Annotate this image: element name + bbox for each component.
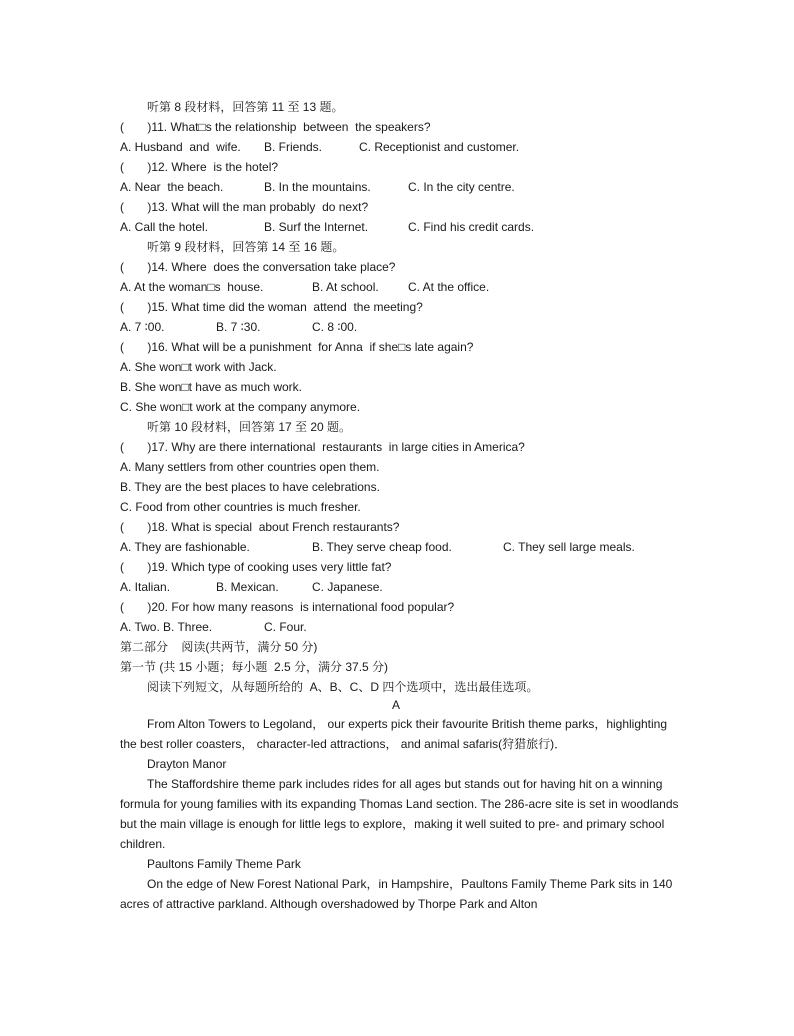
question-14-option-c: C. At the office. [408, 280, 490, 294]
passage-label: A [392, 698, 401, 712]
question-12-option-b: B. In the mountains. [264, 180, 371, 194]
question-16-option-c: C. She won□t work at the company anymore. [120, 400, 361, 414]
question-13-option-b: B. Surf the Internet. [264, 220, 369, 234]
question-14-option-b: B. At school. [312, 280, 379, 294]
question-11-option-c: C. Receptionist and customer. [359, 140, 520, 154]
question-15-option-a: A. 7 ∶00. [120, 320, 165, 334]
question-13-option-a: A. Call the hotel. [120, 220, 209, 234]
question-13-option-c: C. Find his credit cards. [408, 220, 535, 234]
question-18-option-a: A. They are fashionable. [120, 540, 250, 554]
paragraph-paultons: On the edge of New Forest National Park，in Hampshire，Paultons Family Theme Park sits in 140 acres of attractive parkland. Although overshadowed by Thorpe Park and Alton [120, 877, 673, 911]
paragraph-drayton-manor: The Staffordshire theme park includes rides for all ages but stands out for having hit on a winning formula for young families with its expanding Thomas Land section. The 286-acre site is set in woodlands but the main village is enough for little legs to explore，making it well suited to pre- and primary school children. [120, 777, 679, 851]
question-19-option-c: C. Japanese. [312, 580, 383, 594]
heading-paultons: Paultons Family Theme Park [147, 857, 301, 871]
question-14-stem: ( )14. Where does the conversation take place? [120, 260, 396, 274]
heading-drayton-manor: Drayton Manor [147, 757, 227, 771]
question-15-option-c: C. 8 ∶00. [312, 320, 358, 334]
question-17-option-b: B. They are the best places to have celebrations. [120, 480, 380, 494]
question-12-stem: ( )12. Where is the hotel? [120, 160, 279, 174]
section-header-material-9: 听第 9 段材料，回答第 14 至 16 题。 [147, 240, 345, 254]
question-12-option-a: A. Near the beach. [120, 180, 224, 194]
question-17-option-c: C. Food from other countries is much fresher. [120, 500, 361, 514]
part2-section1-header: 第一节 (共 15 小题；每小题 2.5 分，满分 37.5 分) [120, 660, 389, 674]
question-11-option-a: A. Husband and wife. [120, 140, 241, 154]
question-11-option-b: B. Friends. [264, 140, 323, 154]
question-20-option-b: B. Three. [163, 620, 213, 634]
question-13-stem: ( )13. What will the man probably do next? [120, 200, 369, 214]
part2-title: 第二部分 阅读(共两节，满分 50 分) [120, 640, 318, 654]
question-20-option-c: C. Four. [264, 620, 307, 634]
question-16-option-a: A. She won□t work with Jack. [120, 360, 277, 374]
reading-instruction: 阅读下列短文，从每题所给的 A、B、C、D 四个选项中，选出最佳选项。 [147, 680, 539, 694]
question-17-stem: ( )17. Why are there international restaurants in large cities in America? [120, 440, 525, 454]
passage-intro: From Alton Towers to Legoland， our experts pick their favourite British theme parks，highlighting the best roller coasters， character-led attractions， and animal safaris(狩猎旅行)． [120, 717, 668, 751]
question-15-stem: ( )15. What time did the woman attend the meeting? [120, 300, 423, 314]
question-16-option-b: B. She won□t have as much work. [120, 380, 302, 394]
question-14-option-a: A. At the woman□s house. [120, 280, 264, 294]
section-header-material-10: 听第 10 段材料，回答第 17 至 20 题。 [147, 420, 352, 434]
question-16-stem: ( )16. What will be a punishment for Anna if she□s late again? [120, 340, 474, 354]
question-11-stem: ( )11. What□s the relationship between the speakers? [120, 120, 431, 134]
question-17-option-a: A. Many settlers from other countries open them. [120, 460, 380, 474]
question-12-option-c: C. In the city centre. [408, 180, 515, 194]
section-header-material-8: 听第 8 段材料，回答第 11 至 13 题。 [147, 100, 344, 114]
question-19-stem: ( )19. Which type of cooking uses very little fat? [120, 560, 392, 574]
question-19-option-a: A. Italian. [120, 580, 171, 594]
question-19-option-b: B. Mexican. [216, 580, 279, 594]
question-20-option-a: A. Two. [120, 620, 160, 634]
question-18-stem: ( )18. What is special about French restaurants? [120, 520, 400, 534]
question-15-option-b: B. 7 ∶30. [216, 320, 261, 334]
question-18-option-b: B. They serve cheap food. [312, 540, 452, 554]
question-20-stem: ( )20. For how many reasons is international food popular? [120, 600, 455, 614]
question-18-option-c: C. They sell large meals. [503, 540, 635, 554]
